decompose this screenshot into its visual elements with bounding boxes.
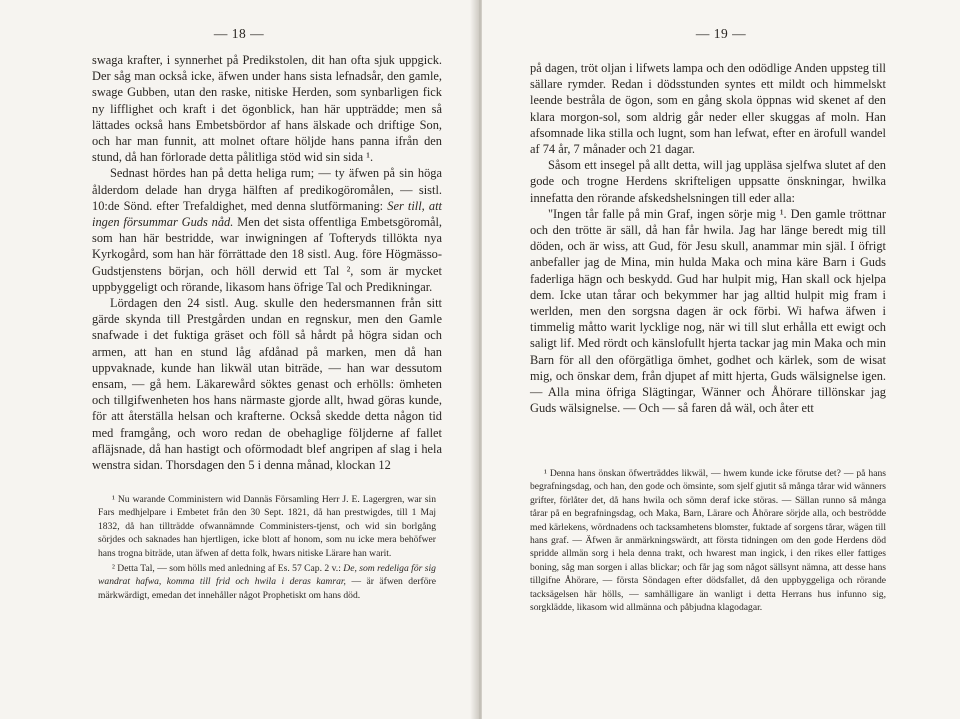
page-number: — 19 — [695, 26, 747, 41]
paragraph-text: Sednast hördes han på detta heliga rum; — ty äfwen på sin höga ålderdom delade han dryga hälften af predikogöromålen, — sistl. 10:de Sönd. efter Trefaldighet, med denna slutförmaning: [92, 166, 442, 213]
body-text [92, 52, 442, 473]
footnote-quotation: De, som redeliga för sig wandrat hafwa, komma till frid och hwila i deras kamrar, [98, 563, 436, 588]
footnote-text: — är äfwen derföre märkwärdigt, emedan det innehåller något Prophetiskt om hans död. [98, 576, 436, 601]
paragraph-text: Men det sista offentliga Embetsgöromål, som han här bestridde, war inwigningen af Tofteryds tillökta nya Kyrkogård, som han här förrättade den 18 sistl. Aug. före Högmässo-Gudstjenstens början, och höll derwid ett Tal ², som är mycket uppbyggeligt och rörande, likasom hans öfrige Tal och Predikningar. [92, 215, 442, 294]
right-page [482, 0, 960, 719]
paragraph [92, 165, 442, 295]
body-text [530, 60, 886, 416]
left-page [0, 0, 478, 719]
footnote: ¹ Nu warande Comministern wid Dannäs Församling Herr J. E. Lagergren, war sin Fars medhjelpare i Embetet från den 30 Sept. 1821, då han prestwigdes, till 1 Maj 1832, då han tillträdde ofwannämnde Comministers-tjenst, och wid sin borlgång sörjdes och saknades han hjertligen, icke blott af honom, som nu icke mera behöfwer hans trogna biträde, utan äfwen af detta folk, hwars nitiske Lärare han warit. [98, 494, 436, 559]
quotation: Ser till, att ingen försummar Guds nåd. [92, 198, 442, 230]
page-number: — 18 — [213, 26, 265, 41]
paragraph: Lördagen den 24 sistl. Aug. skulle den hedersmannen från sitt gärde skynda till Prestgården undan en regnskur, men den Gamle snafwade i det fuktiga gräset och föll så hårdt på högra sidan och armen, att han en stund låg afdånad på marken, men då han uppvaknade, kunde han likwäl utan biträde, — han war dessutom ensam, — gå hem. Läkarewård söktes genast och erhölls: ömheten och tillgifwenheten hos hans närmaste gjorde allt, hwad göras kunde, för att återställa helsan och krafterne. Också skedde detta någon tid med framgång, och woro redan de obehaglige följderne af fallet afläjsnade, då han hastigt och oförmodadt blef angripen af slag i hela wenstra sidan. Thorsdagen den 5 i denna månad, klockan 12 [92, 296, 442, 473]
paragraph: Såsom ett insegel på allt detta, will jag uppläsa sjelfwa slutet af den gode och trogne Herdens skrifteligen uppsatte önskningar, hwilka innefatta den rörande afskedshelsningen till eder alla: [530, 158, 886, 205]
paragraph: på dagen, tröt oljan i lifwets lampa och den odödlige Anden uppsteg till sällare rymder. Redan i dödsstunden syntes ett mildt och himmelskt leende bestråla de ögon, som en gång skola öppnas wid skenet af den klara morgon-sol, som aldrig går neder eller skuggas af moln. Han afsomnade lika stilla och lugnt, som han lefwat, efter en ärofull wandel af 74 år, 7 månader och 21 dagar. [530, 61, 886, 157]
footnote [98, 562, 436, 602]
footnotes [98, 493, 436, 604]
footnotes [530, 467, 886, 616]
footnote-text: ² Detta Tal, — som hölls med anledning af Es. 57 Cap. 2 v.: [112, 563, 341, 575]
paragraph: "Ingen tår falle på min Graf, ingen sörje mig ¹. Den gamle tröttnar och den trötte är säll, då han får hwila. Jag har länge beredt mig till döden, och är wiss, att Gud, för Jesu skull, anammar min själ. I öfrigt anbefaller jag de Mina, min hulda Maka och mina käre Barn i Guds faderliga hägn och beskydd. Gud har hulpit mig, Han skall ock hjelpa dem. Icke utan tårar och bekymmer har jag alltid hulpit mig fram i werlden, men den sorgsna dagen är ock förbi. Wi hafwa äfwen i timmelig måtto warit lycklige nog, när wi till slut erhålla ett ewigt och saligt lif. Med rördt och känslofullt hjerta tackar jag min Maka och min Barn för all den oförgätliga ömhet, godhet och kärlek, som de wisat mig, och önskar dem, från djupet af mitt hjerta, Guds wälsignelse igen. — Alla mina öfriga Slägtingar, Wänner och Åhörare tillönskar jag Guds wälsignelse. — Och — så faren då wäl, och åter ett [530, 206, 886, 416]
paragraph: swaga krafter, i synnerhet på Predikstolen, dit han ofta sjuk uppgick. Der såg man också icke, äfwen under hans sista lefnadsår, den gamle, swage Gubben, utan den raske, nitiske Herden, som synbarligen fick ny lifflighet och kraft i det ögonblick, han här uppträdde; men så lättades också hans Embetsbördor af hans älskade och driftige Son, och har man funnit, att molnet oftare höljde hans panna ifrån den stund, då han förlorade detta pålitliga stöd wid sin sida ¹. [92, 53, 442, 165]
footnote: ¹ Denna hans önskan öfwerträddes likwäl, — hwem kunde icke förutse det? — på hans begrafningsdag, och han, den gode och ömsinte, som sjelf gjutit så många tårar wid wänners grifter, förlåter det, då hans hwila och sömn deraf icke störas. — Sällan runno så många tårar på en begrafningsdag, och Maka, Barn, Lärare och Åhörare sörjde alla, och beströdde med kärlekens, wördnadens och tacksamhetens blomster, fuktade af sorgens tårar, wägen till hans graf. — Äfwen är anmärkningswärdt, att första tidningen om den gode Herdens död spridde allmän sorg i hela denna trakt, och hwarest man ingick, i den rikes eller fattiges boning, såg man sorgen i allas blickar; och får jag som något sällsynt nämna, att desse hans tillgifne Åhörare, — första Söndagen efter dödsfallet, då den uppbyggeliga och rörande tacksägelsen här hölls, — samhälligare än wanligt i detta Herrans hus infunno sig, sorgklädde, likasom wid allmänna och påbjudna klagodagar. [530, 468, 886, 614]
